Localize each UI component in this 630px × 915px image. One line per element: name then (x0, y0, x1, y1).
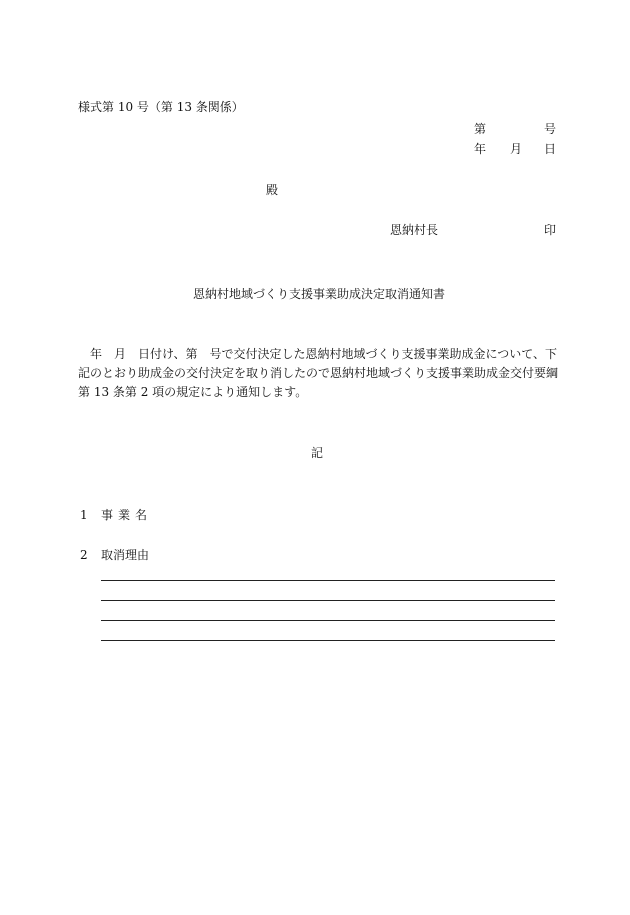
reason-writing-line (101, 640, 555, 641)
body-text-line: 第 13 条第 2 項の規定により通知します。 (78, 385, 308, 399)
sender-name: 恩納村長 (390, 223, 439, 237)
reason-writing-line (101, 580, 555, 581)
date-month-label: 月 (510, 142, 523, 156)
item-number: 1 (80, 508, 88, 522)
document-number-prefix: 第 (474, 122, 487, 136)
notation-heading: 記 (311, 446, 324, 460)
addressee-honorific: 殿 (266, 183, 279, 197)
reason-writing-line (101, 620, 555, 621)
date-year-label: 年 (474, 142, 487, 156)
body-text-line: 記のとおり助成金の交付決定を取り消したので恩納村地域づくり支援事業助成金交付要綱 (78, 366, 559, 380)
date-day-label: 日 (544, 142, 557, 156)
body-text-line: 年 月 日付け、第 号で交付決定した恩納村地域づくり支援事業助成金について、下 (78, 347, 558, 361)
document-number-suffix: 号 (544, 122, 557, 136)
item-label-project-name: 事業名 (101, 508, 153, 522)
seal-mark: 印 (544, 223, 557, 237)
reason-writing-line (101, 600, 555, 601)
form-number: 様式第 10 号（第 13 条関係） (78, 100, 244, 114)
document-title: 恩納村地域づくり支援事業助成決定取消通知書 (193, 287, 446, 301)
item-number: 2 (80, 548, 88, 562)
item-label-cancellation-reason: 取消理由 (101, 548, 150, 562)
